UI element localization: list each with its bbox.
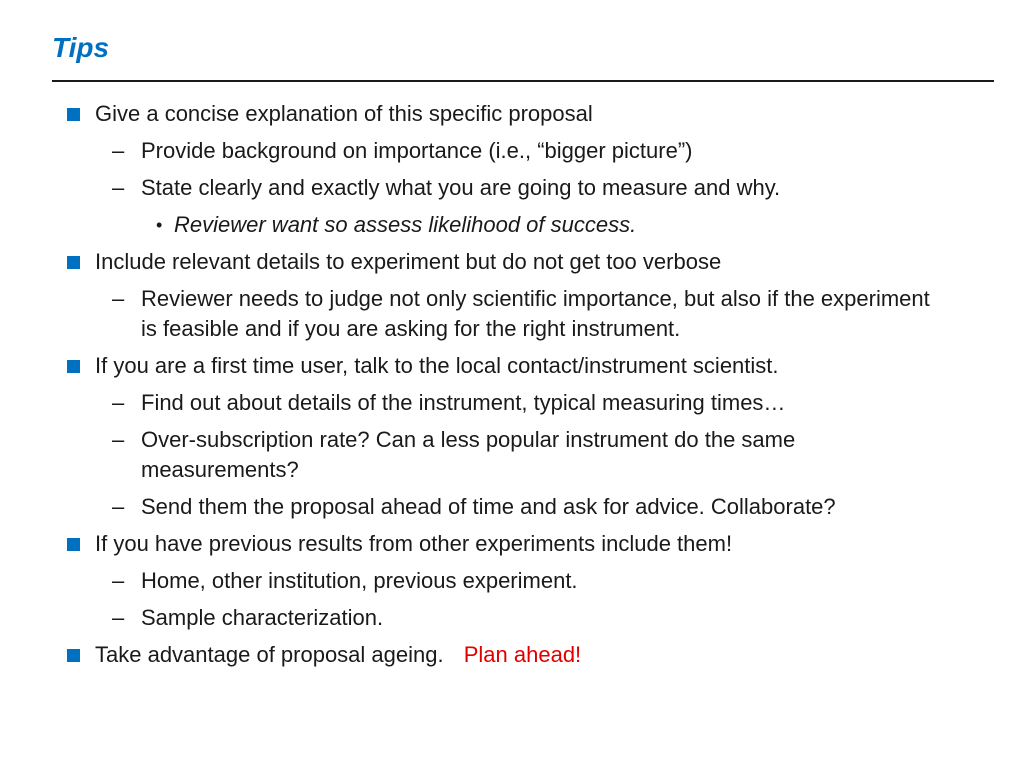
dash-marker: – (112, 494, 125, 519)
bullet-1 (0, 99, 935, 129)
dash-marker: – (112, 138, 125, 163)
bullet-4-sub-1 (0, 566, 941, 596)
bullet-4-sub-2 (0, 603, 941, 633)
square-bullet-icon (67, 538, 80, 551)
square-bullet-icon (67, 256, 80, 269)
bullet-1-sub-1 (0, 136, 941, 166)
bullet-4-sub-1-text: Home, other institution, previous experiment. (141, 568, 578, 593)
dash-marker: – (112, 175, 125, 200)
dash-marker: – (112, 286, 125, 311)
bullet-3-sub-2 (0, 425, 941, 485)
bullet-3-text: If you are a first time user, talk to the local contact/instrument scientist. (95, 353, 779, 378)
plan-ahead-highlight: Plan ahead! (463, 642, 582, 667)
bullet-1-sub-2-sub-1 (0, 210, 954, 240)
dot-marker: • (156, 215, 163, 235)
bullet-4 (0, 529, 935, 559)
bullet-1-sub-2-text: State clearly and exactly what you are going to measure and why. (141, 175, 781, 200)
title-divider (52, 80, 994, 82)
bullet-1-sub-2-sub-1-text: Reviewer want so assess likelihood of success. (174, 212, 637, 237)
slide-title: Tips (52, 32, 110, 63)
square-bullet-icon (67, 108, 80, 121)
bullet-2-sub-1 (0, 284, 941, 344)
bullet-3-sub-1 (0, 388, 941, 418)
bullet-5-text: Take advantage of proposal ageing. (95, 642, 444, 667)
dash-marker: – (112, 390, 125, 415)
bullet-3 (0, 351, 935, 381)
dash-marker: – (112, 568, 125, 593)
bullet-2 (0, 247, 935, 277)
bullet-2-sub-1-text: Reviewer needs to judge not only scientific importance, but also if the experiment is feasible and if you are asking for the right instrument. (141, 286, 930, 341)
bullet-3-sub-2-text: Over-subscription rate? Can a less popular instrument do the same measurements? (141, 427, 796, 482)
square-bullet-icon (67, 649, 80, 662)
bullet-4-text: If you have previous results from other experiments include them! (95, 531, 733, 556)
bullet-1-sub-1-text: Provide background on importance (i.e., “bigger picture”) (141, 138, 693, 163)
square-bullet-icon (67, 360, 80, 373)
bullet-1-sub-2 (0, 173, 941, 203)
bullet-3-sub-3 (0, 492, 941, 522)
dash-marker: – (112, 605, 125, 630)
bullet-3-sub-1-text: Find out about details of the instrument, typical measuring times… (141, 390, 786, 415)
bullet-2-text: Include relevant details to experiment but do not get too verbose (95, 249, 722, 274)
bullet-list (0, 99, 1024, 670)
bullet-5 (0, 640, 935, 670)
bullet-3-sub-3-text: Send them the proposal ahead of time and ask for advice. Collaborate? (141, 494, 836, 519)
dash-marker: – (112, 427, 125, 452)
bullet-1-text: Give a concise explanation of this specific proposal (95, 101, 593, 126)
bullet-4-sub-2-text: Sample characterization. (141, 605, 384, 630)
